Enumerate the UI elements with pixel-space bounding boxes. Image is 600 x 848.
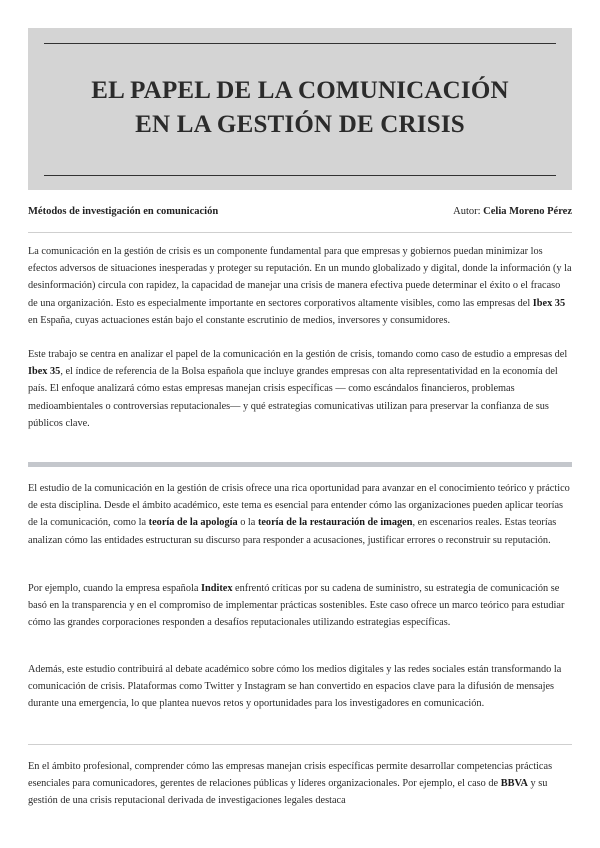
text-run: Por ejemplo, cuando la empresa española bbox=[28, 583, 201, 594]
paragraph-intro bbox=[28, 243, 572, 329]
author-line bbox=[453, 204, 572, 220]
bold-term: teoría de la restauración de imagen bbox=[257, 517, 413, 529]
text-run: El estudio de la comunicación en la gestión de crisis ofrece una rica oportunidad para avanzar en el conocimiento teórico y práctico de esta disciplina. Desde el ámbito académico, este tema es esencial para entender cómo las organizaciones pueden aplicar teorías de la comunicación, como la bbox=[28, 483, 570, 529]
text-run: La comunicación en la gestión de crisis es un componente fundamental para que empresas y gobiernos puedan minimizar los efectos adversos de situaciones inesperadas y proteger su reputación. En un mundo globalizado y digital, donde la información (y la desinformación) circula con rapidez, la capacidad de manejar una crisis de manera efectiva puede determinar el éxito o el fracaso de una organización. Esto es especialmente importante en sectores corporativos altamente visibles, como las empresas del bbox=[28, 246, 572, 309]
title-line-2: EN LA GESTIÓN DE CRISIS bbox=[135, 111, 465, 138]
paragraph-academic bbox=[28, 480, 572, 549]
bold-term: Ibex 35 bbox=[532, 297, 566, 309]
paragraph-example bbox=[28, 580, 572, 632]
text-run: o la bbox=[237, 517, 258, 529]
bold-term: Ibex 35 bbox=[28, 366, 61, 378]
text-run: , en escenarios reales. Estas teorías analizan cómo las entidades estructuran su discurso para responder a acusaciones, justificar errores o reconstruir su reputación. bbox=[28, 517, 557, 546]
meta-divider bbox=[28, 232, 572, 233]
banner-top-rule bbox=[44, 43, 556, 44]
banner-bottom-rule bbox=[44, 175, 556, 176]
text-run: Este trabajo se centra en analizar el papel de la comunicación en la gestión de crisis, tomando como caso de estudio a empresas del bbox=[28, 349, 568, 360]
page-title bbox=[28, 74, 572, 142]
paragraph-professional bbox=[28, 758, 572, 810]
text-run: Además, este estudio contribuirá al debate académico sobre cómo los medios digitales y las redes sociales están transformando la comunicación de crisis. Plataformas como Twitter y Instagram se han convertido en espacios clave para la difusión de mensajes durante una emergencia, lo que plantea nuevos retos y oportunidades para los investigadores en comunicación. bbox=[28, 664, 562, 710]
section-divider bbox=[28, 462, 572, 467]
paragraph-focus bbox=[28, 346, 572, 432]
text-run: enfrentó críticas por su cadena de suministro, su estrategia de comunicación se basó en la transparencia y en el compromiso de implementar prácticas sostenibles. Este caso ofrece un marco teórico para estudiar cómo las grandes corporaciones responden a desafíos reputacionales utilizando estrategias específicas. bbox=[28, 583, 565, 629]
section-divider-2 bbox=[28, 744, 572, 745]
bold-term: BBVA bbox=[500, 778, 528, 790]
bold-term: teoría de la apología bbox=[148, 517, 238, 529]
text-run: en España, cuyas actuaciones están bajo el constante escrutinio de medios, inversores y consumidores. bbox=[28, 314, 451, 326]
text-run: , el índice de referencia de la Bolsa española que incluye grandes empresas con alta representatividad en la economía del país. El enfoque analizará cómo estas empresas manejan crisis específicas — como escándalos financieros, problemas medioambientales o controversias reputacionales— y qué estrategias comunicativas utilizan para preservar la confianza de sus públicos clave. bbox=[28, 366, 558, 429]
text-run: y su gestión de una crisis reputacional derivada de investigaciones legales destaca bbox=[28, 778, 548, 807]
bold-term: Inditex bbox=[201, 583, 233, 594]
text-run: En el ámbito profesional, comprender cómo las empresas manejan crisis específicas permite desarrollar competencias prácticas esenciales para comunicadores, gerentes de relaciones públicas y líderes organizacionales. Por ejemplo, el caso de bbox=[28, 761, 553, 790]
title-line-1: EL PAPEL DE LA COMUNICACIÓN bbox=[91, 77, 509, 104]
document-meta bbox=[28, 204, 572, 220]
author-name: Celia Moreno Pérez bbox=[483, 206, 572, 217]
author-label: Autor: bbox=[453, 206, 481, 217]
paragraph-digital bbox=[28, 661, 572, 713]
subject-label: Métodos de investigación en comunicación bbox=[28, 206, 219, 217]
title-banner bbox=[28, 28, 572, 190]
